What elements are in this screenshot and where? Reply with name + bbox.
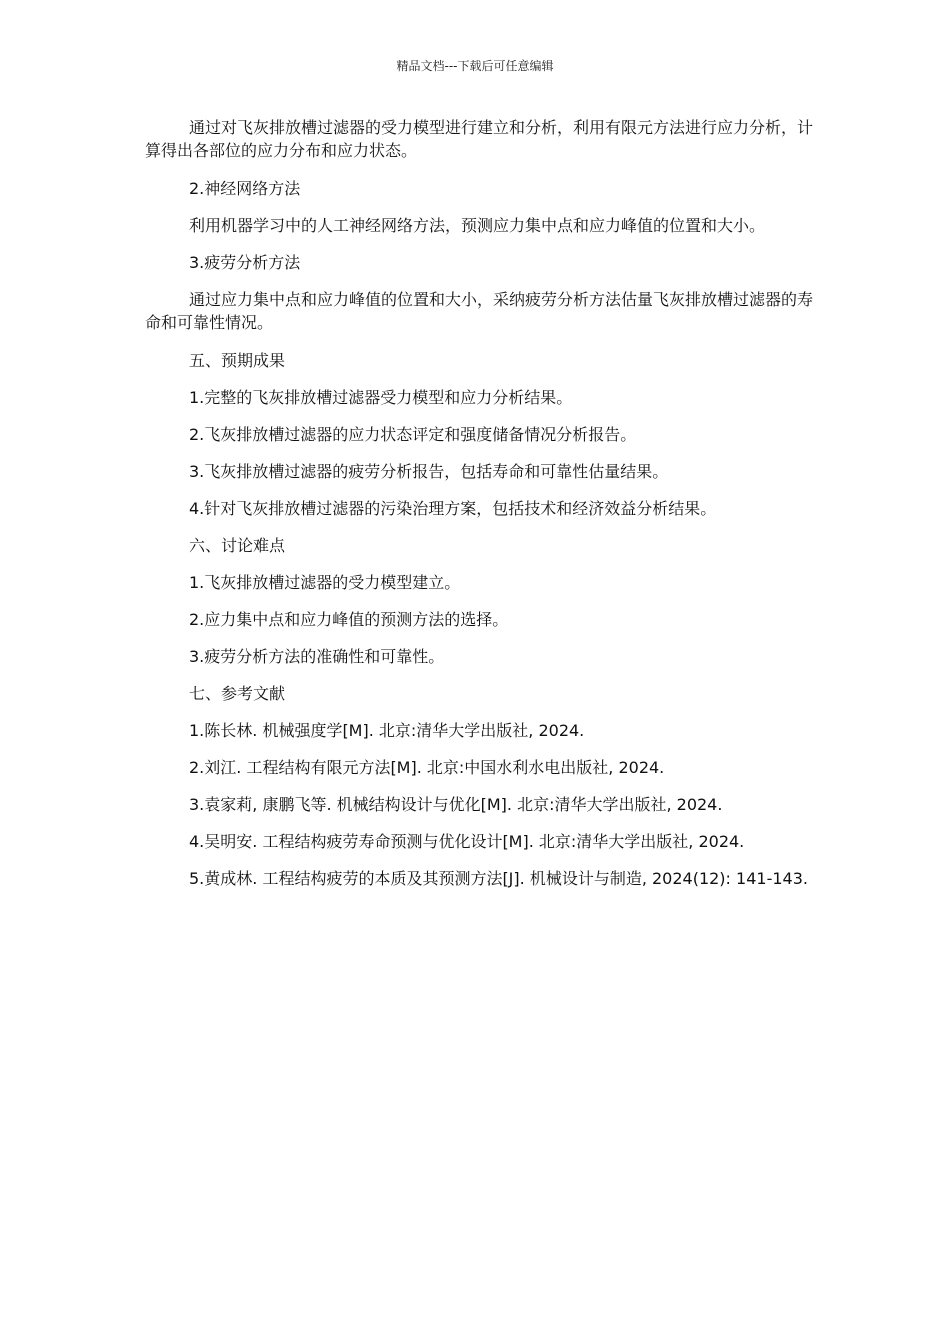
list-item-result-2: 2.飞灰排放槽过滤器的应力状态评定和强度储备情况分析报告。: [189, 425, 637, 444]
paragraph-fatigue: 通过应力集中点和应力峰值的位置和大小，采纳疲劳分析方法估量飞灰排放槽过滤器的寿命和可靠性情况。: [145, 290, 814, 332]
section-references-heading: 七、参考文献: [189, 684, 286, 703]
list-item-difficulty-2: 2.应力集中点和应力峰值的预测方法的选择。: [189, 610, 509, 629]
section-neural-network-heading: 2.神经网络方法: [189, 179, 301, 198]
section-fatigue-heading: 3.疲劳分析方法: [189, 253, 301, 272]
list-item-difficulty-3: 3.疲劳分析方法的准确性和可靠性。: [189, 647, 445, 666]
reference-item-1: 1.陈长林. 机械强度学[M]. 北京:清华大学出版社, 2024.: [189, 721, 585, 740]
paragraph-fem-analysis: 通过对飞灰排放槽过滤器的受力模型进行建立和分析，利用有限元方法进行应力分析，计算得出各部位的应力分布和应力状态。: [145, 118, 814, 160]
list-item-result-1: 1.完整的飞灰排放槽过滤器受力模型和应力分析结果。: [189, 388, 573, 407]
reference-item-4: 4.吴明安. 工程结构疲劳寿命预测与优化设计[M]. 北京:清华大学出版社, 2024.: [189, 832, 745, 851]
reference-item-3: 3.袁家莉, 康鹏飞等. 机械结构设计与优化[M]. 北京:清华大学出版社, 2024.: [189, 795, 723, 814]
section-expected-results-heading: 五、预期成果: [189, 351, 286, 370]
paragraph-neural-network: 利用机器学习中的人工神经网络方法，预测应力集中点和应力峰值的位置和大小。: [189, 216, 766, 235]
document-body: [145, 116, 817, 904]
list-item-result-3: 3.飞灰排放槽过滤器的疲劳分析报告，包括寿命和可靠性估量结果。: [189, 462, 669, 481]
reference-item-2: 2.刘江. 工程结构有限元方法[M]. 北京:中国水利水电出版社, 2024.: [189, 758, 665, 777]
section-difficulties-heading: 六、讨论难点: [189, 536, 286, 555]
list-item-difficulty-1: 1.飞灰排放槽过滤器的受力模型建立。: [189, 573, 461, 592]
list-item-result-4: 4.针对飞灰排放槽过滤器的污染治理方案，包括技术和经济效益分析结果。: [189, 499, 717, 518]
reference-item-5: 5.黄成林. 工程结构疲劳的本质及其预测方法[J]. 机械设计与制造, 2024(12): 141-143.: [189, 869, 808, 888]
page-header: 精品文档---下载后可任意编辑: [396, 59, 554, 73]
